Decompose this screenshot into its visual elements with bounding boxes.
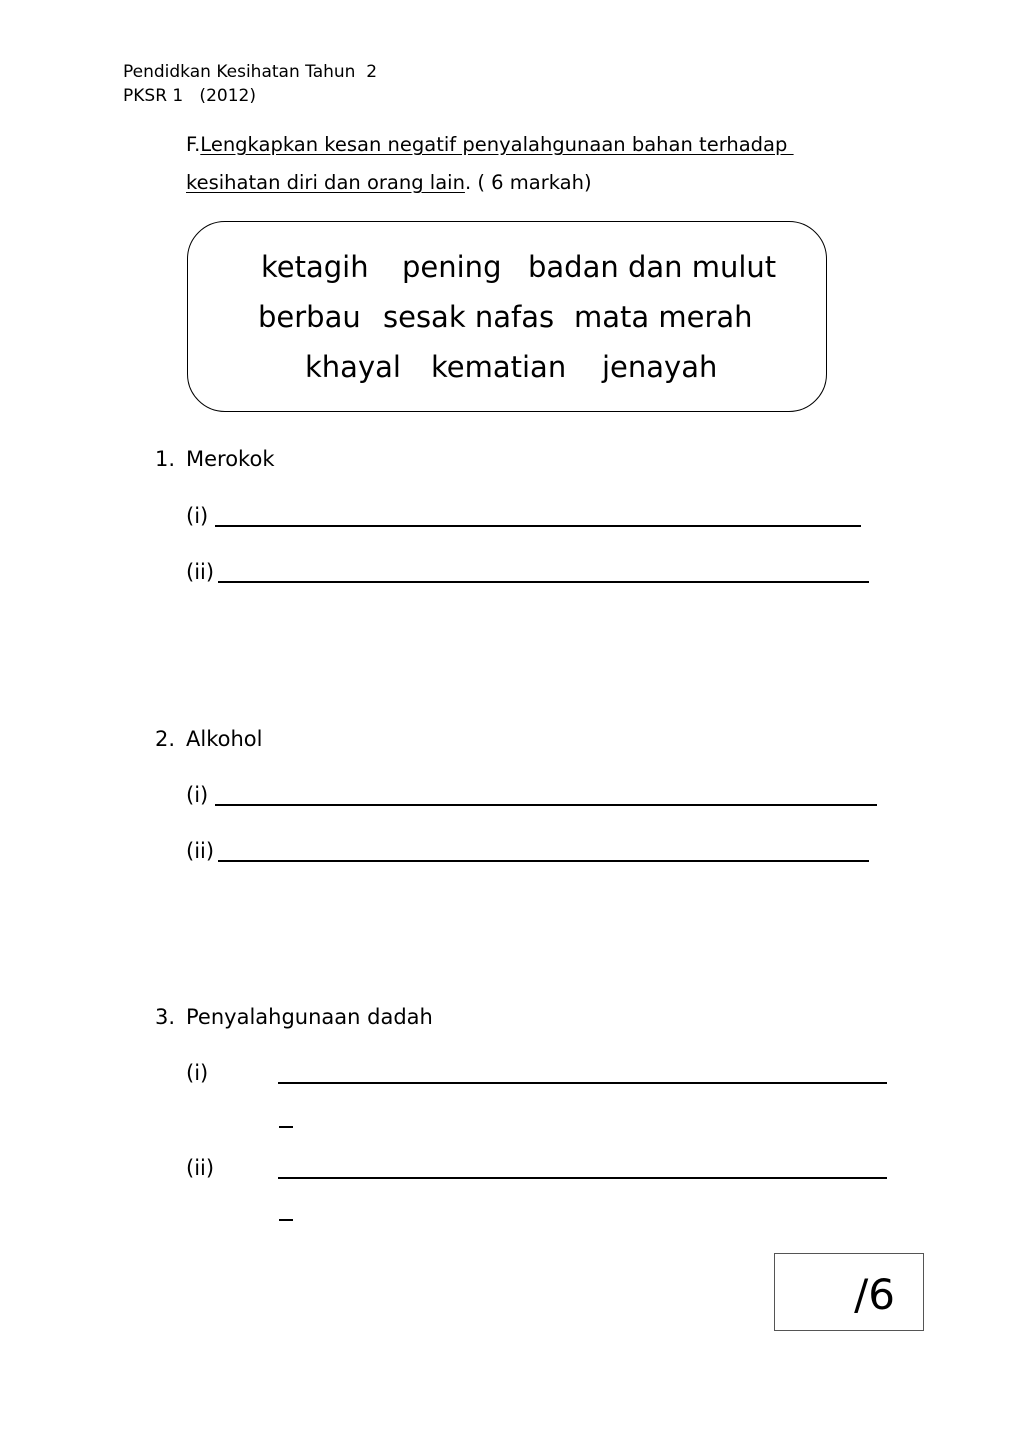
question-number: 1. xyxy=(155,447,176,471)
question-label: Alkohol xyxy=(186,727,263,751)
question-number: 2. xyxy=(155,727,176,751)
answer-line[interactable] xyxy=(215,525,861,527)
total-marks: /6 xyxy=(854,1270,895,1319)
question-title xyxy=(155,447,274,471)
syllabus-header: PKSR 1 (2012) xyxy=(123,86,256,106)
question-label: Merokok xyxy=(186,447,275,471)
word-bank-item: sesak nafas xyxy=(383,300,555,334)
word-bank-item: pening xyxy=(402,250,502,284)
answer-label: (ii) xyxy=(186,560,215,584)
question-title xyxy=(155,1005,433,1029)
answer-label: (ii) xyxy=(186,839,215,863)
word-bank-item: ketagih xyxy=(261,250,369,284)
word-bank-item: berbau xyxy=(258,300,361,334)
score-box xyxy=(774,1253,924,1331)
answer-line[interactable] xyxy=(278,1177,887,1179)
instruction-line-1 xyxy=(186,133,794,156)
word-bank-item: badan dan mulut xyxy=(528,250,777,284)
subject-header: Pendidkan Kesihatan Tahun 2 xyxy=(123,62,378,82)
word-bank-box xyxy=(187,221,827,412)
question-label: Penyalahgunaan dadah xyxy=(186,1005,433,1029)
instruction-text-1: Lengkapkan kesan negatif penyalahgunaan bahan terhadap xyxy=(200,133,794,156)
answer-line[interactable] xyxy=(218,581,869,583)
answer-line[interactable] xyxy=(278,1082,887,1084)
word-bank-item: jenayah xyxy=(602,350,718,384)
answer-line[interactable] xyxy=(218,860,869,862)
answer-label: (i) xyxy=(186,783,209,807)
answer-label: (i) xyxy=(186,504,209,528)
question-number: 3. xyxy=(155,1005,176,1029)
word-bank-item: khayal xyxy=(305,350,401,384)
answer-line-continuation xyxy=(279,1219,293,1221)
instruction-line-2 xyxy=(186,171,592,194)
question-title xyxy=(155,727,262,751)
marks-note: . ( 6 markah) xyxy=(464,171,592,194)
section-prefix: F. xyxy=(186,133,201,156)
answer-label: (ii) xyxy=(186,1156,215,1180)
answer-label: (i) xyxy=(186,1061,209,1085)
answer-line-continuation xyxy=(279,1126,293,1128)
word-bank-item: mata merah xyxy=(574,300,753,334)
instruction-text-2: kesihatan diri dan orang lain xyxy=(186,171,465,194)
word-bank-item: kematian xyxy=(431,350,567,384)
answer-line[interactable] xyxy=(215,804,877,806)
